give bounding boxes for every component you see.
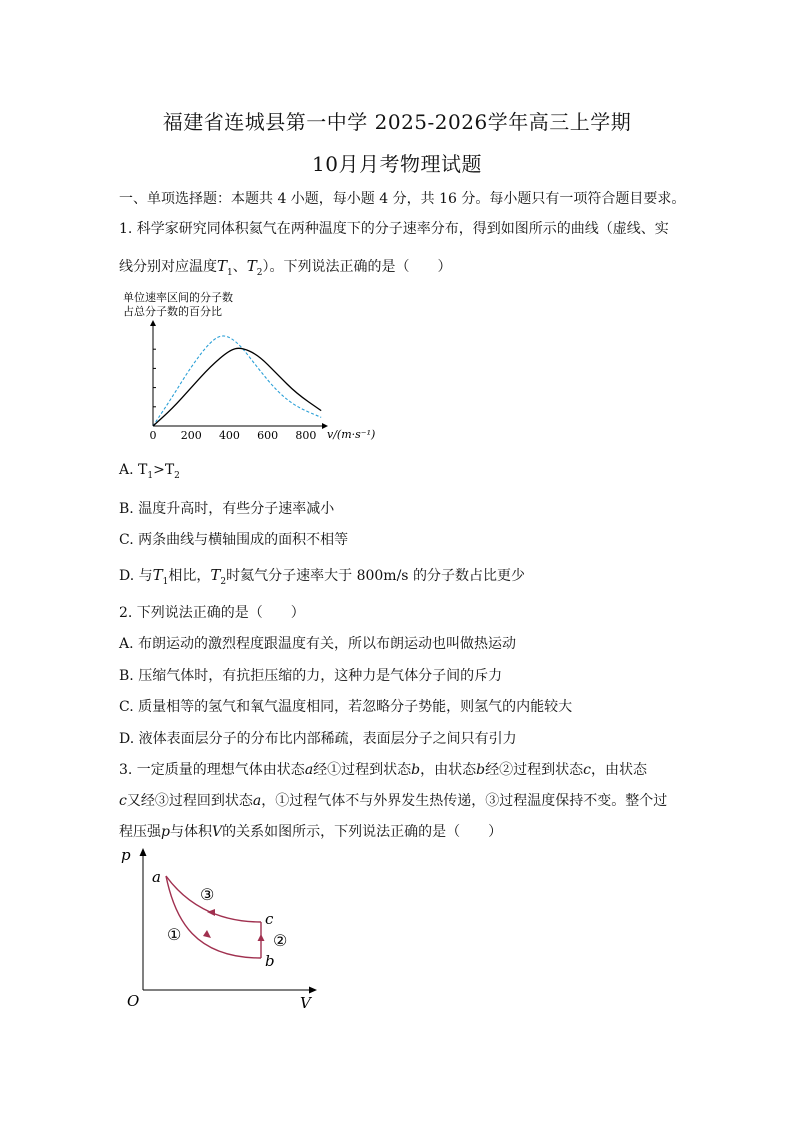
- q1-option-c[interactable]: C. 两条曲线与横轴围成的面积不相等: [119, 532, 349, 548]
- q1-stem-line1: 1. 科学家研究同体积氦气在两种温度下的分子速率分布，得到如图所示的曲线（虚线、实: [119, 221, 669, 237]
- q3-stem-line3: [119, 821, 502, 841]
- pv-v-axis-arrow: [309, 987, 317, 994]
- q2-option-c[interactable]: C. 质量相等的氢气和氧气温度相同，若忽略分子势能，则氢气的内能较大: [119, 699, 573, 715]
- pv-process-3-arrow: [207, 909, 215, 916]
- page-subtitle: 10月月考物理试题: [312, 152, 482, 176]
- q1-option-d[interactable]: [119, 565, 525, 587]
- q1-option-b[interactable]: B. 温度升高时，有些分子速率减小: [119, 501, 335, 517]
- pv-p-axis-arrow: [140, 848, 147, 856]
- q3-var-b: b: [476, 762, 486, 778]
- pv-v-label: V: [300, 994, 311, 1012]
- q3-var-p: p: [161, 824, 170, 840]
- q1-speed-distribution-chart: [115, 290, 385, 450]
- q3-pv-diagram: [115, 840, 325, 1012]
- chart-ylabel-line1: 单位速率区间的分子数: [123, 291, 233, 304]
- q2-option-a[interactable]: A. 布朗运动的激烈程度跟温度有关，所以布朗运动也叫做热运动: [119, 636, 517, 652]
- q1-t2-symbol: T: [246, 257, 257, 275]
- chart-xlabel: v/(m·s⁻¹): [327, 428, 376, 441]
- q1-option-a-t1-sub: 1: [147, 470, 154, 481]
- pv-process-2-arrow: [258, 934, 265, 941]
- q3-text: ，由状态: [590, 762, 647, 778]
- chart-x-tick-label: 200: [180, 429, 202, 442]
- q1-t2-subscript: 2: [256, 267, 263, 278]
- pv-process-1-label: ①: [167, 925, 182, 944]
- q3-var-c: c: [119, 793, 127, 809]
- pv-p-label: p: [121, 846, 131, 864]
- q1-option-a[interactable]: [119, 462, 180, 481]
- chart-x-tick-label: 0: [149, 429, 157, 442]
- pv-origin-label: O: [127, 992, 140, 1010]
- q3-text: 的关系如图所示，下列说法正确的是（ ）: [222, 824, 503, 840]
- q1-option-d-t1: T: [152, 566, 163, 584]
- q3-text: 3. 一定质量的理想气体由状态: [119, 762, 305, 778]
- chart-x-tick-label: 400: [218, 429, 240, 442]
- q1-option-a-t2-sub: 2: [174, 470, 180, 481]
- pv-state-b-label: b: [265, 952, 275, 970]
- q3-var-a: a: [304, 762, 314, 778]
- q3-text: ，由状态: [420, 762, 477, 778]
- q1-option-d-t2: T: [210, 566, 221, 584]
- section-heading: 一、单项选择题：本题共 4 小题，每小题 4 分，共 16 分。每小题只有一项符合题目要求。: [119, 191, 686, 207]
- q1-option-d-pre: D. 与: [119, 568, 153, 584]
- pv-process-1-arrow: [203, 930, 211, 938]
- q3-stem-line2: [119, 790, 667, 810]
- q1-t1-subscript: 1: [227, 267, 233, 278]
- pv-process-3-label: ③: [200, 885, 215, 904]
- q1-option-a-t2: T: [164, 462, 175, 478]
- q3-text: 与体积: [169, 824, 212, 840]
- q1-option-a-label: A.: [119, 462, 139, 478]
- q3-stem-line1: [119, 759, 647, 779]
- chart-x-tick-label: 600: [257, 429, 279, 442]
- q1-t1-symbol: T: [217, 257, 228, 275]
- q2-option-b[interactable]: B. 压缩气体时，有抗拒压缩的力，这种力是气体分子间的斥力: [119, 668, 503, 684]
- q1-stem-text: 线分别对应温度: [119, 259, 217, 275]
- q1-stem-line2: [119, 256, 452, 278]
- q1-option-d-post: 时氦气分子速率大于 800m/s 的分子数占比更少: [226, 568, 525, 584]
- q3-text: ，①过程气体不与外界发生热传递，③过程温度保持不变。整个过: [261, 793, 668, 809]
- q3-text: 经①过程到状态: [313, 762, 412, 778]
- q3-text: 程压强: [119, 824, 161, 840]
- q1-stem-end: ）。下列说法正确的是（ ）: [262, 259, 452, 275]
- q3-var-a: a: [252, 793, 262, 809]
- pv-process-2-label: ②: [273, 931, 288, 950]
- q3-var-c: c: [583, 762, 591, 778]
- q1-option-d-t2-sub: 2: [220, 576, 227, 587]
- chart-series-dashed-line: [153, 336, 321, 426]
- q3-text: 又经③过程回到状态: [126, 793, 253, 809]
- q1-option-d-mid: 相比，: [168, 568, 211, 584]
- q1-option-d-t1-sub: 1: [162, 576, 169, 587]
- q1-option-a-gt: >: [153, 462, 165, 478]
- page-title: 福建省连城县第一中学 2025-2026学年高三上学期: [162, 110, 632, 134]
- q2-stem: 2. 下列说法正确的是（ ）: [119, 605, 305, 621]
- pv-state-a-label: a: [152, 868, 161, 886]
- q1-option-a-t1: T: [138, 462, 148, 478]
- chart-x-tick-label: 800: [295, 429, 317, 442]
- q3-text: 经②过程到状态: [485, 762, 584, 778]
- q3-var-b: b: [411, 762, 421, 778]
- chart-y-axis-arrow: [150, 320, 156, 326]
- q1-sep: 、: [232, 259, 247, 275]
- chart-ylabel-line2: 占总分子数的百分比: [123, 305, 222, 318]
- q2-option-d[interactable]: D. 液体表面层分子的分布比内部稀疏，表面层分子之间只有引力: [119, 731, 517, 747]
- pv-state-c-label: c: [265, 910, 274, 928]
- q3-var-v: V: [211, 824, 223, 840]
